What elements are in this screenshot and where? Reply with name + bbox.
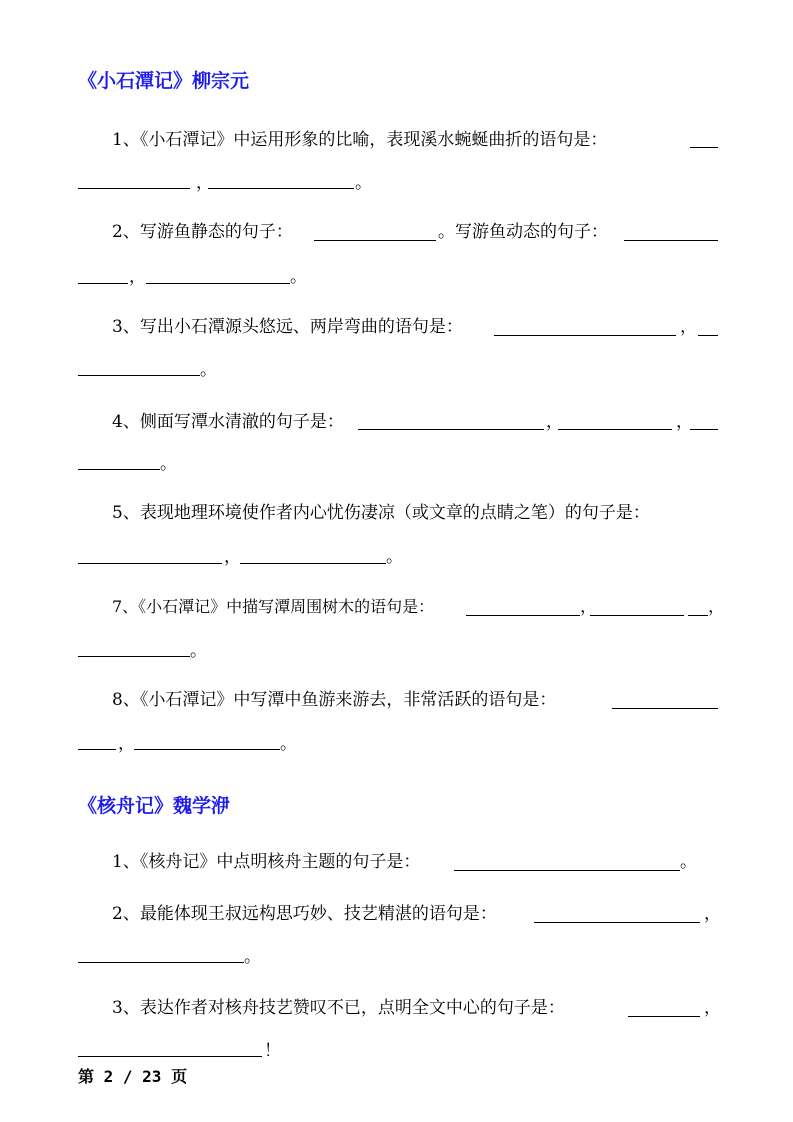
question-text: 3、表达作者对核舟技艺赞叹不已，点明全文中心的句子是： — [112, 998, 565, 1018]
answer-blank[interactable] — [78, 375, 200, 376]
answer-blank[interactable] — [624, 240, 718, 241]
answer-blank[interactable] — [454, 870, 680, 871]
question-text: 1、《小石潭记》中运用形象的比喻，表现溪水蜿蜒曲折的语句是： — [112, 130, 608, 150]
answer-blank[interactable] — [466, 615, 580, 616]
comma: ， — [680, 317, 697, 337]
question-8 — [112, 689, 556, 711]
answer-blank[interactable] — [78, 656, 190, 657]
period: 。 — [290, 267, 307, 287]
answer-blank[interactable] — [240, 563, 386, 564]
answer-blank[interactable] — [612, 708, 718, 709]
answer-blank[interactable] — [698, 335, 718, 336]
answer-blank[interactable] — [146, 283, 290, 284]
comma: ， — [546, 412, 563, 432]
question-2b — [438, 221, 608, 243]
comma: ， — [704, 998, 721, 1018]
comma: ， — [708, 597, 725, 617]
answer-blank[interactable] — [628, 1016, 700, 1017]
comma: ， — [224, 547, 241, 567]
question-text: 。写游鱼动态的句子： — [438, 222, 608, 242]
answer-blank[interactable] — [134, 749, 280, 750]
question-text: 7、《小石潭记》中描写潭周围树木的语句是： — [112, 597, 435, 616]
question-text: 8、《小石潭记》中写潭中鱼游来游去，非常活跃的语句是： — [112, 690, 557, 710]
answer-blank[interactable] — [78, 188, 190, 189]
answer-blank[interactable] — [494, 335, 676, 336]
comma: ， — [704, 904, 721, 924]
comma: ， — [118, 734, 135, 754]
section-heading-hezhouji: 《核舟记》魏学洢 — [78, 795, 231, 817]
comma: ， — [580, 597, 597, 617]
answer-blank[interactable] — [534, 922, 700, 923]
section-heading-xiaoshitan: 《小石潭记》柳宗元 — [78, 70, 250, 92]
comma: ， — [196, 173, 213, 193]
question-2a — [112, 221, 293, 243]
period: 。 — [280, 734, 297, 754]
answer-blank[interactable] — [558, 429, 672, 430]
answer-blank[interactable] — [358, 429, 544, 430]
page-number: 第 2 / 23 页 — [78, 1067, 188, 1086]
answer-blank[interactable] — [78, 749, 116, 750]
period: 。 — [386, 547, 403, 567]
period: 。 — [680, 852, 697, 872]
period: 。 — [355, 173, 372, 193]
question-5 — [112, 502, 650, 524]
question-text: 5、表现地理环境使作者内心忧伤凄凉（或文章的点睛之笔）的句子是： — [112, 503, 650, 523]
answer-blank[interactable] — [78, 469, 160, 470]
period: 。 — [244, 947, 261, 967]
period: 。 — [200, 360, 217, 380]
section2-question-2 — [112, 903, 497, 925]
answer-blank[interactable] — [314, 240, 436, 241]
answer-blank[interactable] — [208, 188, 354, 189]
answer-blank[interactable] — [78, 1056, 262, 1057]
answer-blank[interactable] — [690, 147, 718, 148]
period: 。 — [160, 454, 177, 474]
comma: ， — [676, 412, 693, 432]
question-3 — [112, 316, 463, 338]
section2-question-3 — [112, 997, 565, 1019]
question-text: 1、《核舟记》中点明核舟主题的句子是： — [112, 852, 421, 872]
answer-blank[interactable] — [78, 283, 128, 284]
answer-blank[interactable] — [590, 615, 684, 616]
question-text: 3、写出小石潭源头悠远、两岸弯曲的语句是： — [112, 317, 463, 337]
question-4 — [112, 411, 344, 433]
exclamation: ！ — [264, 1041, 281, 1061]
answer-blank[interactable] — [690, 429, 718, 430]
question-text: 2、最能体现王叔远构思巧妙、技艺精湛的语句是： — [112, 904, 497, 924]
question-7 — [112, 596, 434, 618]
answer-blank[interactable] — [78, 563, 222, 564]
answer-blank[interactable] — [688, 615, 708, 616]
question-text: 2、写游鱼静态的句子： — [112, 222, 293, 242]
answer-blank[interactable] — [78, 962, 244, 963]
comma: ， — [129, 267, 146, 287]
question-text: 4、侧面写潭水清澈的句子是： — [112, 412, 344, 432]
section2-question-1 — [112, 851, 420, 873]
question-1 — [112, 129, 607, 151]
period: 。 — [190, 641, 207, 661]
